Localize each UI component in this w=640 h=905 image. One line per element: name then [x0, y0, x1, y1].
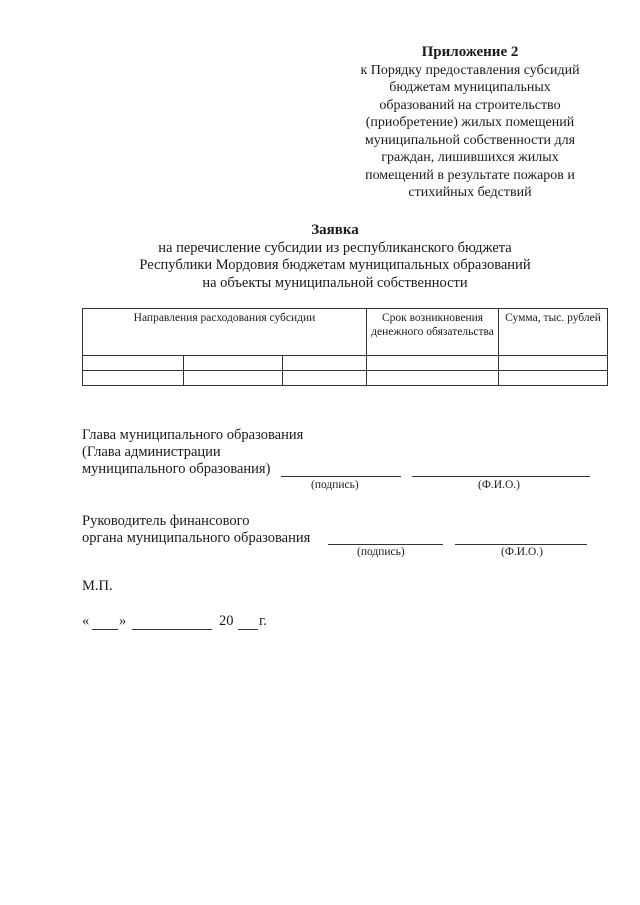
date-day-field[interactable] [92, 629, 118, 630]
finance-signature-line: органа муниципального образования [82, 530, 311, 546]
finance-signature-caption: (подпись) [357, 546, 405, 558]
table-cell [184, 371, 283, 386]
finance-name-caption: (Ф.И.О.) [501, 546, 543, 558]
appendix-header [320, 44, 620, 202]
subsidy-table [82, 308, 608, 386]
request-subtitle-line: на перечисление субсидии из республиканского бюджета [158, 239, 512, 256]
head-signature-line: муниципального образования) [82, 461, 271, 477]
request-title-block [80, 222, 590, 292]
finance-name-field[interactable] [455, 544, 587, 545]
head-signature-field[interactable] [281, 476, 401, 477]
table-cell [367, 371, 499, 386]
head-signature-line: (Глава администрации [82, 444, 221, 460]
date-close-quote: » [119, 613, 127, 629]
head-signature-line: Глава муниципального образования [82, 427, 304, 443]
head-name-caption: (Ф.И.О.) [478, 479, 520, 491]
column-header-deadline: Срок возникновения денежного обязательства [367, 309, 499, 356]
finance-signature-label [82, 513, 310, 547]
request-subtitle-line: на объекты муниципальной собственности [202, 274, 468, 291]
appendix-line: граждан, лишившихся жилых [381, 150, 559, 165]
finance-signature-field[interactable] [328, 544, 443, 545]
appendix-line: стихийных бедствий [408, 185, 532, 200]
finance-signature-line: Руководитель финансового [82, 513, 250, 529]
request-subtitle-line: Республики Мордовия бюджетам муниципальных образований [139, 257, 531, 273]
head-name-field[interactable] [412, 476, 590, 477]
table-header-row [83, 309, 608, 356]
table-cell [283, 371, 367, 386]
column-header-directions: Направления расходования субсидии [83, 309, 367, 356]
appendix-line: помещений в результате пожаров и [365, 167, 575, 183]
table-cell [83, 356, 184, 371]
stamp-label: М.П. [82, 578, 113, 594]
date-month-field[interactable] [132, 629, 212, 630]
table-cell [499, 371, 608, 386]
table-cell [184, 356, 283, 371]
appendix-heading: Приложение 2 [421, 44, 519, 60]
column-header-amount: Сумма, тыс. рублей [499, 309, 608, 356]
table-cell [499, 356, 608, 371]
request-title: Заявка [311, 222, 359, 238]
appendix-line: муниципальной собственности для [364, 132, 576, 148]
appendix-line: (приобретение) жилых помещений [365, 115, 575, 130]
appendix-line: бюджетам муниципальных [389, 80, 551, 95]
table-row [83, 371, 608, 386]
date-year-suffix: г. [259, 613, 267, 629]
date-open-quote: « [82, 613, 90, 629]
date-year-field[interactable] [238, 629, 258, 630]
table-cell [367, 356, 499, 371]
appendix-line: образований на строительство [379, 97, 561, 113]
date-year-prefix: 20 [219, 613, 234, 629]
table-cell [283, 356, 367, 371]
appendix-line: к Порядку предоставления субсидий [360, 62, 580, 78]
table-row [83, 356, 608, 371]
head-signature-label [82, 427, 303, 478]
head-signature-caption: (подпись) [311, 479, 359, 491]
table-cell [83, 371, 184, 386]
